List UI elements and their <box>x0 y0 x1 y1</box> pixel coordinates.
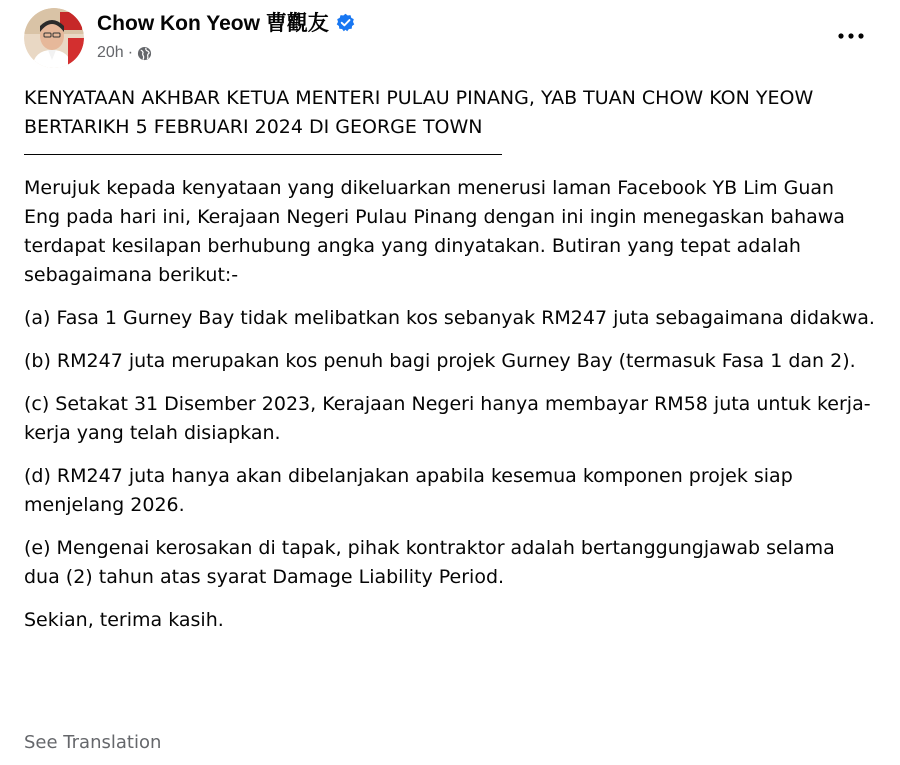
post-title: KENYATAAN AKHBAR KETUA MENTERI PULAU PINANG, YAB TUAN CHOW KON YEOW BERTARIKH 5 FEBRUARI 2024 DI GEORGE TOWN <box>24 87 814 138</box>
point-c: (c) Setakat 31 Disember 2023, Kerajaan Negeri hanya membayar RM58 juta untuk kerja-kerja yang telah disiapkan. <box>24 393 871 444</box>
author-row <box>97 8 355 36</box>
post-closing: Sekian, terima kasih. <box>24 609 224 631</box>
point-a: (a) Fasa 1 Gurney Bay tidak melibatkan kos sebanyak RM247 juta sebagaimana didakwa. <box>24 307 875 329</box>
author-avatar[interactable] <box>24 8 84 68</box>
separator-line-wrap <box>24 144 876 156</box>
more-options-button[interactable] <box>836 24 866 48</box>
meta-separator: · <box>127 44 134 61</box>
author-name[interactable]: Chow Kon Yeow 曹觀友 <box>97 12 329 35</box>
see-translation-link[interactable]: See Translation <box>24 732 162 753</box>
avatar-image <box>24 8 84 68</box>
verified-badge-icon <box>336 13 355 32</box>
point-b: (b) RM247 juta merupakan kos penuh bagi projek Gurney Bay (termasuk Fasa 1 dan 2). <box>24 350 856 372</box>
post-meta <box>97 42 152 64</box>
globe-icon[interactable] <box>137 46 152 61</box>
post-content <box>24 84 876 649</box>
point-d: (d) RM247 juta hanya akan dibelanjakan apabila kesemua komponen projek siap menjelang 2026. <box>24 465 793 516</box>
separator-line <box>24 154 502 155</box>
point-e: (e) Mengenai kerosakan di tapak, pihak kontraktor adalah bertanggungjawab selama dua (2) tahun atas syarat Damage Liability Period. <box>24 537 835 588</box>
post-intro: Merujuk kepada kenyataan yang dikeluarkan menerusi laman Facebook YB Lim Guan Eng pada hari ini, Kerajaan Negeri Pulau Pinang dengan ini ingin menegaskan bahawa terdapat kesilapan berhubung angka yang dinyatakan. Butiran yang tepat adalah sebagaimana berikut:- <box>24 177 845 286</box>
post-timestamp[interactable]: 20h <box>97 44 124 61</box>
post-header <box>0 0 900 80</box>
more-options-icon <box>838 33 864 39</box>
